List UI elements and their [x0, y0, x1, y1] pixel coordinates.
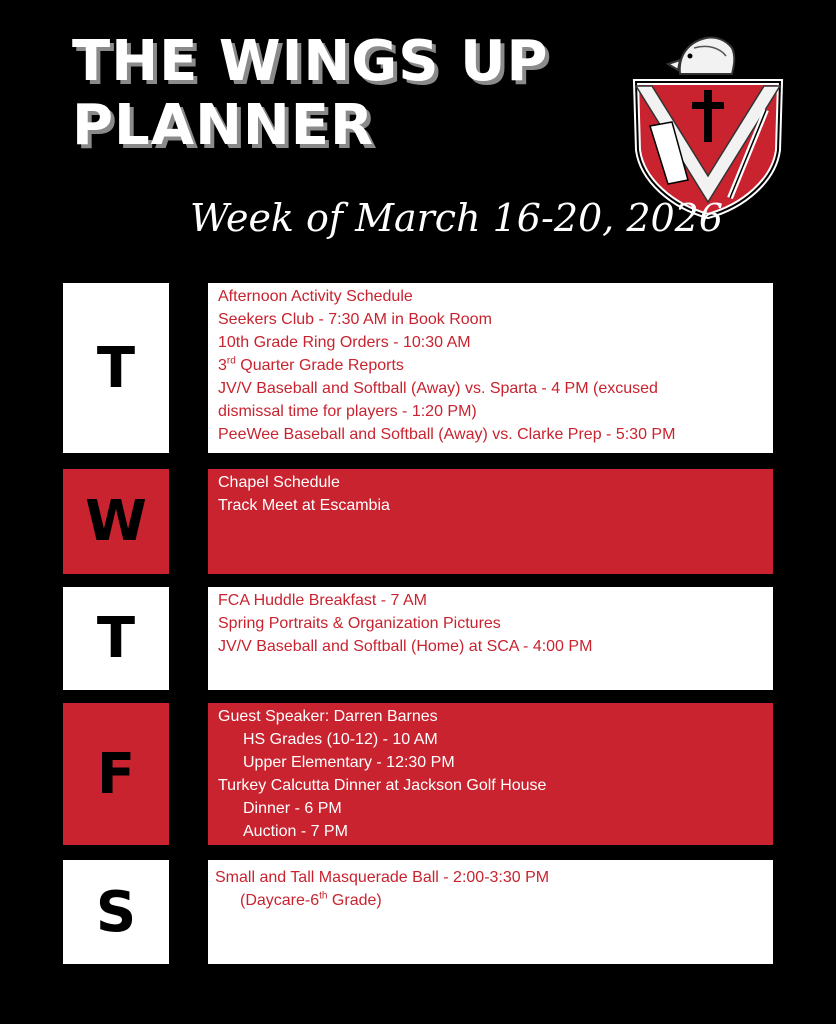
day-events [208, 860, 773, 964]
planner-title [72, 30, 549, 158]
event-line: Afternoon Activity Schedule [218, 288, 413, 305]
day-row-saturday [63, 860, 773, 964]
event-line: Track Meet at Escambia [218, 497, 390, 514]
event-line: JV/V Baseball and Softball (Away) vs. Sparta - 4 PM (excused [218, 380, 658, 397]
day-row-tuesday [63, 283, 773, 453]
event-line: 3rd Quarter Grade Reports [218, 355, 404, 374]
day-row-friday [63, 703, 773, 845]
title-line-1: THE WINGS UP [72, 29, 549, 94]
event-line: Turkey Calcutta Dinner at Jackson Golf House [218, 777, 547, 794]
day-row-wednesday [63, 469, 773, 574]
day-events [208, 283, 773, 453]
crest-icon [628, 30, 788, 220]
title-line-2: PLANNER [72, 93, 375, 158]
event-line: 10th Grade Ring Orders - 10:30 AM [218, 334, 471, 351]
event-line: Chapel Schedule [218, 474, 340, 491]
day-letter: T [63, 587, 169, 690]
day-events [208, 703, 773, 845]
day-letter: W [63, 469, 169, 574]
day-events [208, 469, 773, 574]
event-line: dismissal time for players - 1:20 PM) [218, 403, 477, 420]
event-line: Small and Tall Masquerade Ball - 2:00-3:30 PM [215, 869, 550, 886]
event-line: (Daycare-6th Grade) [240, 890, 382, 909]
event-line: Auction - 7 PM [243, 823, 348, 840]
event-line: HS Grades (10-12) - 10 AM [243, 731, 438, 748]
day-letter: T [63, 283, 169, 453]
event-line: Dinner - 6 PM [243, 800, 342, 817]
event-line: JV/V Baseball and Softball (Home) at SCA - 4:00 PM [218, 638, 593, 655]
day-events [208, 587, 773, 690]
day-row-thursday [63, 587, 773, 690]
event-line: PeeWee Baseball and Softball (Away) vs. Clarke Prep - 5:30 PM [218, 426, 676, 443]
event-line: Spring Portraits & Organization Pictures [218, 615, 501, 632]
event-line: Guest Speaker: Darren Barnes [218, 708, 438, 725]
event-line: Seekers Club - 7:30 AM in Book Room [218, 311, 492, 328]
day-letter: S [63, 860, 169, 964]
week-of-date: Week of March 16-20, 2026 [190, 196, 724, 240]
event-line: FCA Huddle Breakfast - 7 AM [218, 592, 427, 609]
event-line: Upper Elementary - 12:30 PM [243, 754, 455, 771]
day-letter: F [63, 703, 169, 845]
